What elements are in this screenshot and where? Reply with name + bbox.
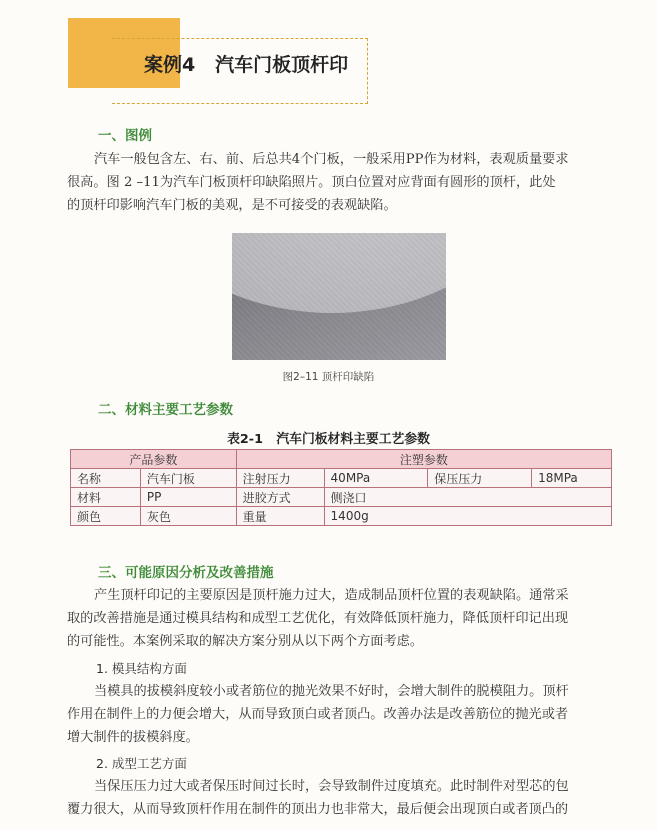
section-heading-params: 二、材料主要工艺参数 (98, 402, 233, 418)
text-line: 很高。图 2 –11为汽车门板顶杆印缺陷照片。顶白位置对应背面有圆形的顶杆，此处 (67, 175, 556, 190)
table-row (71, 507, 612, 526)
table-cell: 侧浇口 (324, 488, 611, 507)
section-heading-figure: 一、图例 (98, 128, 152, 144)
intro-paragraph (67, 148, 613, 217)
text-line: 的顶杆印影响汽车门板的美观，是不可接受的表观缺陷。 (67, 198, 397, 213)
section-heading-analysis: 三、可能原因分析及改善措施 (98, 565, 274, 581)
page-title: 案例4 汽车门板顶杆印 (144, 54, 349, 76)
text-line: 产生顶杆印记的主要原因是顶杆施力过大，造成制品顶杆位置的表观缺陷。通常采 (94, 588, 569, 603)
text-line: 当保压压力过大或者保压时间过长时，会导致制件过度填充。此时制件对型芯的包 (94, 779, 569, 794)
table-cell: 进胶方式 (236, 488, 324, 507)
table-row (71, 469, 612, 488)
table-cell: 40MPa (324, 469, 428, 488)
table-title: 表2-1 汽车门板材料主要工艺参数 (227, 432, 430, 447)
defect-photo (232, 233, 446, 360)
process-paragraph (67, 775, 613, 821)
table-cell: 灰色 (140, 507, 236, 526)
table-cell: 保压压力 (428, 469, 532, 488)
table-cell: 材料 (71, 488, 141, 507)
table-row (71, 488, 612, 507)
table-header-row (71, 450, 612, 469)
table-cell: 注射压力 (236, 469, 324, 488)
table-cell: 颜色 (71, 507, 141, 526)
subheading-mold-structure: 1. 模具结构方面 (96, 661, 187, 676)
text-line: 覆力很大，从而导致顶杆作用在制件的顶出力也非常大，最后便会出现顶白或者顶凸的 (67, 802, 569, 817)
text-line: 取的改善措施是通过模具结构和成型工艺优化，有效降低顶杆施力，降低顶杆印记出现 (67, 611, 569, 626)
header-product-params: 产品参数 (71, 450, 237, 469)
text-line: 增大制件的拔模斜度。 (67, 730, 199, 745)
table-cell: 重量 (236, 507, 324, 526)
text-line: 的可能性。本案例采取的解决方案分别从以下两个方面考虑。 (67, 634, 424, 649)
table-cell: 名称 (71, 469, 141, 488)
text-line: 作用在制件上的力便会增大，从而导致顶白或者顶凸。改善办法是改善筋位的抛光或者 (67, 707, 569, 722)
table-cell: 18MPa (532, 469, 612, 488)
text-line: 汽车一般包含左、右、前、后总共4个门板，一般采用PP作为材料，表观质量要求 (94, 152, 569, 167)
mold-structure-paragraph (67, 680, 613, 749)
text-line: 当模具的拔模斜度较小或者筋位的抛光效果不好时，会增大制件的脱模阻力。顶杆 (94, 684, 569, 699)
header-injection-params: 注塑参数 (236, 450, 611, 469)
table-cell: 1400g (324, 507, 611, 526)
table-cell: 汽车门板 (140, 469, 236, 488)
photo-texture (232, 233, 446, 360)
analysis-paragraph (67, 584, 613, 653)
figure-caption: 图2–11 顶杆印缺陷 (282, 371, 375, 383)
params-table (70, 449, 612, 526)
table-cell: PP (140, 488, 236, 507)
subheading-process: 2. 成型工艺方面 (96, 756, 187, 771)
